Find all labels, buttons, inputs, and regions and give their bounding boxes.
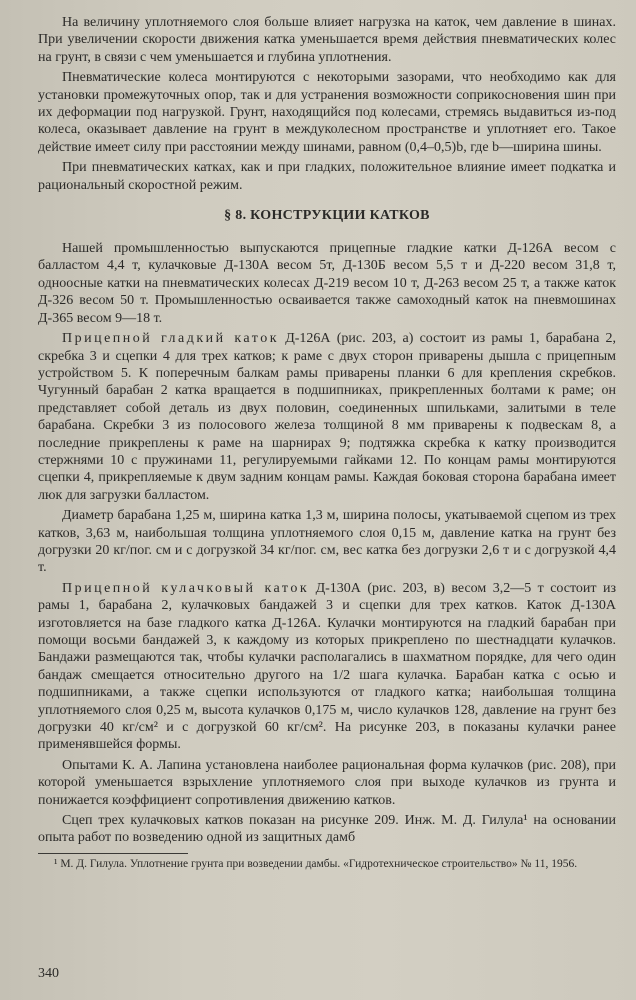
paragraph-lapin: Опытами К. А. Лапина установлена наиболее рациональная форма кулачков (рис. 208), при которой уменьшается взрыхление уплотняемого слоя при выходе кулачков из грунта и понижается коэффициент сопротивления движению катков.: [38, 757, 616, 808]
paragraph-coupling: Сцеп трех кулачковых катков показан на рисунке 209. Инж. М. Д. Гилула¹ на основании опыта работ по возведению одной из защитных дамб: [38, 813, 616, 846]
paragraph-drum-specs: Диаметр барабана 1,25 м, ширина катка 1,3 м, ширина полосы, укатываемой сцепом из трех катков, 3,63 м, наибольшая толщина уплотняемого слоя 0,15 м, давление катка на грунт без догрузки 20 кг/пог. см и с догрузкой 34 кг/пог. см, вес катка без догрузки 2,6 т и с догрузкой 4,4 т.: [38, 508, 616, 576]
page-number: 340: [38, 966, 59, 981]
paragraph-smooth-roller: [38, 330, 616, 504]
paragraph-speed-mode: При пневматических катках, как и при гладких, положительное влияние имеет подкатка и рациональный скоростной режим.: [38, 160, 616, 193]
term-cam-roller: Прицепной кулачковый каток: [62, 580, 310, 596]
paragraph-intro: Нашей промышленностью выпускаются прицепные гладкие катки Д-126А весом с балластом 4,4 т, кулачковые Д-130А весом 5т, Д-130Б весом 5,5 т и Д-220 весом 31,8 т, одноосные катки на пневматических колесах Д-219 весом 10 т, Д-263 весом 25 т, а также каток Д-326 весом 50 т. Промышленностью осваивается также самоходный каток на пневмошинах Д-365 весом 9—18 т.: [38, 241, 616, 326]
footnote-divider: [38, 853, 188, 854]
smooth-roller-text: Д-126А (рис. 203, а) состоит из рамы 1, барабана 2, скребка 3 и сцепки 4 для трех катков; к раме с двух сторон приварены дышла с прицепным устройством 5. К поперечным балкам рамы приварены планки 6 для крепления скребков. Чугунный барабан 2 катка вращается в подшипниках, прикрепленных болтами к раме; он представляет собой деталь из двух половин, соединенных шпильками, залитыми в теле барабана. Скребки 3 из полосового железа толщиной 8 мм приварены к подвескам 8, а последние прикреплены к раме на шарнирах 9; подтяжка скребка к катку производится стержнями 10 с пружинами 11, регулируемыми гайками 12. По концам рамы монтируются сцепки 4, прикрепляемые к двум задним концам рамы. Каждая боковая сторона барабана имеет люк для загрузки балластом.: [38, 331, 617, 503]
footnote: ¹ М. Д. Гилула. Уплотнение грунта при возведении дамбы. «Гидротехническое строительство» № 11, 1956.: [54, 857, 578, 870]
paragraph-pneumatic-wheels: Пневматические колеса монтируются с некоторыми зазорами, что необходимо как для установки промежуточных опор, так и для устранения возможности соприкосновения шин при их деформации под нагрузкой. Грунт, находящийся под колесами, стремясь выдавиться из-под колеса, оказывает давление на грунт в междуколесном пространстве и уплотняет его. Такое действие имеет силу при расстоянии между шинами, равном (0,4–0,5)b, где b—ширина шины.: [38, 70, 616, 155]
cam-roller-text: Д-130А (рис. 203, в) весом 3,2—5 т состоит из рамы 1, барабана 2, кулачковых бандажей 3 и сцепки для трех катков. Каток Д-130А изготовляется на базе гладкого катка Д-126А. Кулачки монтируются на гладкий барабан при помощи восьми бандажей 3, к каждому из которых прикреплено по шестнадцати кулачков. Бандажи размещаются так, чтобы кулачки располагались в шахматном порядке, для чего один бандаж смещается относительно другого на 1/2 шага кулачка. Барабан катка с осью и подшипниками, а также сцепки используются от гладкого катка; наибольшая толщина уплотняемого слоя 0,25 м, высота кулачков 0,175 м, число кулачков 128, давление на грунт без догрузки 40 кг/см² и с догрузкой 60 кг/см². На рисунке 203, в показаны кулачки ранее применявшейся формы.: [38, 580, 617, 753]
term-smooth-roller: Прицепной гладкий каток: [62, 331, 280, 347]
paragraph-cam-roller: [38, 580, 616, 754]
section-heading: § 8. КОНСТРУКЦИИ КАТКОВ: [224, 208, 430, 224]
paragraph-roller-load: На величину уплотняемого слоя больше влияет нагрузка на каток, чем давление в шинах. При увеличении скорости движения катка уменьшается время действия пневматических колес на грунт, в связи с чем уменьшается и глубина уплотнения.: [38, 15, 616, 65]
